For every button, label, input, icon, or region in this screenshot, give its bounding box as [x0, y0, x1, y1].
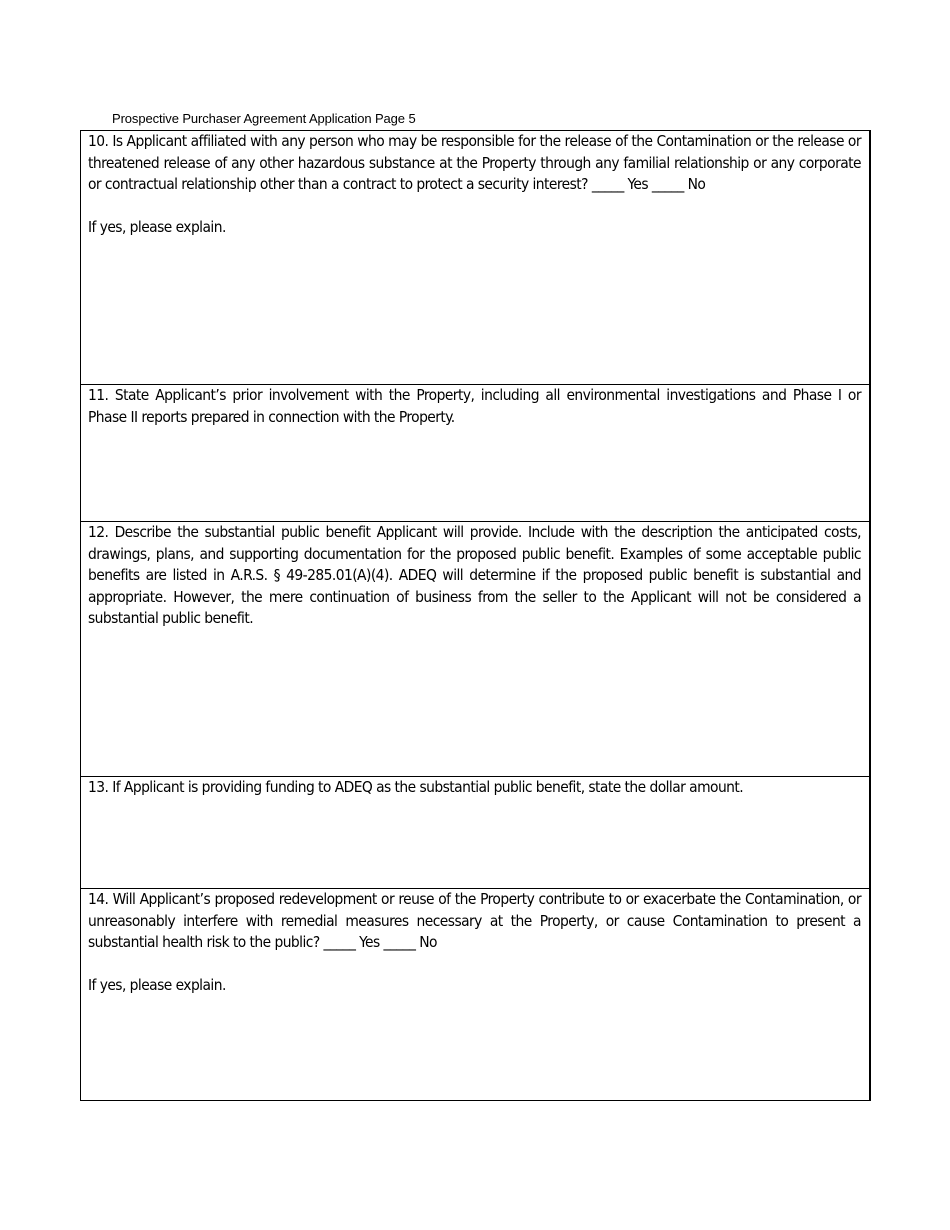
- application-form-table: [80, 130, 871, 1101]
- question-11-cell[interactable]: [81, 385, 869, 522]
- question-14-cell[interactable]: [81, 889, 869, 1100]
- question-12-cell[interactable]: [81, 522, 869, 777]
- question-13-cell[interactable]: [81, 777, 869, 889]
- question-14-text: 14. Will Applicant’s proposed redevelopment or reuse of the Property contribute to or exacerbate the Contamination, or unreasonably interfere with remedial measures necessary at the Property, or cause Contamination to present a substantial health risk to the public? _____ Yes _____ No: [88, 890, 861, 951]
- question-11-text: 11. State Applicant’s prior involvement with the Property, including all environmental investigations and Phase I or Phase II reports prepared in connection with the Property.: [88, 386, 861, 426]
- question-10-explain: If yes, please explain.: [88, 217, 226, 236]
- question-10-yes-no[interactable]: _____ Yes _____ No: [591, 175, 706, 193]
- question-14-yes-no[interactable]: _____ Yes _____ No: [323, 933, 437, 951]
- question-12-text: 12. Describe the substantial public benefit Applicant will provide. Include with the description the anticipated costs, drawings, plans, and supporting documentation for the proposed public benefit. Examples of some acceptable public benefits are listed in A.R.S. § 49-285.01(A)(4). ADEQ will determine if the proposed public benefit is substantial and appropriate. However, the mere continuation of business from the seller to the Applicant will not be considered a substantial public benefit.: [88, 523, 861, 627]
- question-10-text: 10. Is Applicant affiliated with any person who may be responsible for the release of the Contamination or the release or threatened release of any other hazardous substance at the Property through any familial relationship or any corporate or contractual relationship other than a contract to protect a security interest? _____ Yes _____ No: [88, 132, 861, 193]
- question-10-cell[interactable]: [81, 131, 869, 385]
- question-14-explain: If yes, please explain.: [88, 975, 226, 994]
- question-13-text: 13. If Applicant is providing funding to ADEQ as the substantial public benefit, state the dollar amount.: [88, 778, 744, 796]
- page-header: Prospective Purchaser Agreement Application Page 5: [112, 111, 416, 126]
